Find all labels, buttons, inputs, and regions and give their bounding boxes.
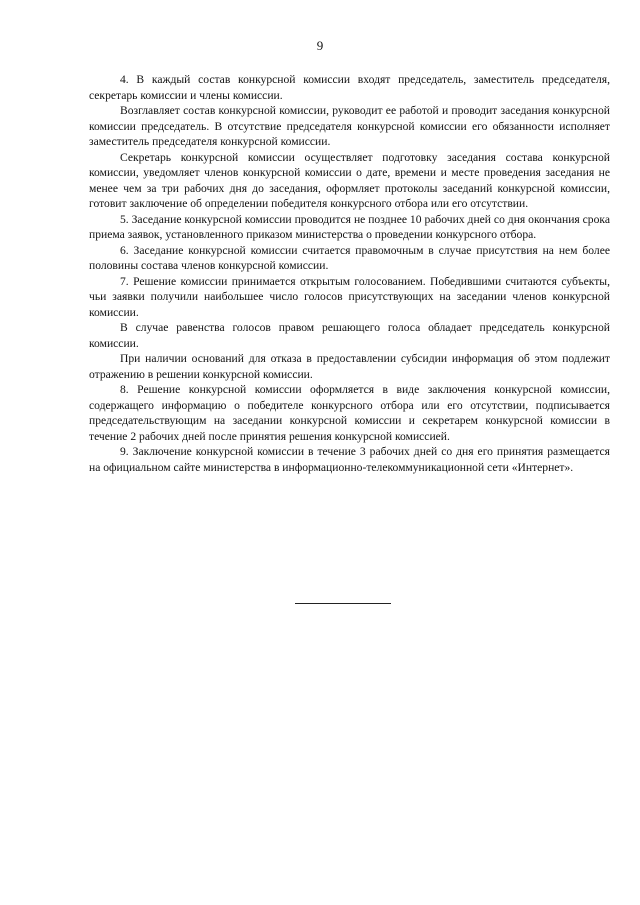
document-body [89,72,610,475]
paragraph-item-7: 7. Решение комиссии принимается открытым голосованием. Победившими считаются субъекты, чьи заявки получили наибольшее число голосов присутствующих на заседании членов конкурсной комиссии. [89,274,610,319]
paragraph-refusal-grounds: При наличии оснований для отказа в предоставлении субсидии информация об этом подлежит отражению в решении конкурсной комиссии. [89,352,610,381]
paragraph-secretary-duties: Секретарь конкурсной комиссии осуществляет подготовку заседания состава конкурсной комиссии, уведомляет членов конкурсной комиссии о дате, времени и месте проведения заседания не менее чем за три рабочих дня до заседания, оформляет протоколы заседаний конкурсной комиссии, готовит заключение об определении победителя конкурсного отбора или его отсутствии. [89,150,610,210]
paragraph-tie-vote: В случае равенства голосов правом решающего голоса обладает председатель конкурсной комиссии. [89,321,610,350]
paragraph-chair-duties: Возглавляет состав конкурсной комиссии, руководит ее работой и проводит заседания конкурсной комиссии председатель. В отсутствие председателя конкурсной комиссии его обязанности исполняет заместитель председателя конкурсной комиссии. [89,104,610,148]
page-number: 9 [316,38,324,53]
paragraph-item-4: 4. В каждый состав конкурсной комиссии входят председатель, заместитель председателя, секретарь комиссии и члены комиссии. [89,73,610,102]
paragraph-item-5: 5. Заседание конкурсной комиссии проводится не позднее 10 рабочих дней со дня окончания срока приема заявок, установленного приказом министерства о проведении конкурсного отбора. [89,212,610,241]
closing-rule [295,603,391,604]
paragraph-item-6: 6. Заседание конкурсной комиссии считается правомочным в случае присутствия на нем более половины состава членов конкурсной комиссии. [89,243,610,272]
paragraph-item-8: 8. Решение конкурсной комиссии оформляется в виде заключения конкурсной комиссии, содержащего информацию о победителе конкурсного отбора или его отсутствии, подписывается председательствующим на заседании конкурсной комиссии и секретарем конкурсной комиссии в течение 2 рабочих дней после принятия решения конкурсной комиссией. [89,383,610,443]
paragraph-item-9: 9. Заключение конкурсной комиссии в течение 3 рабочих дней со дня его принятия размещается на официальном сайте министерства в информационно-телекоммуникационной сети «Интернет». [89,445,610,474]
